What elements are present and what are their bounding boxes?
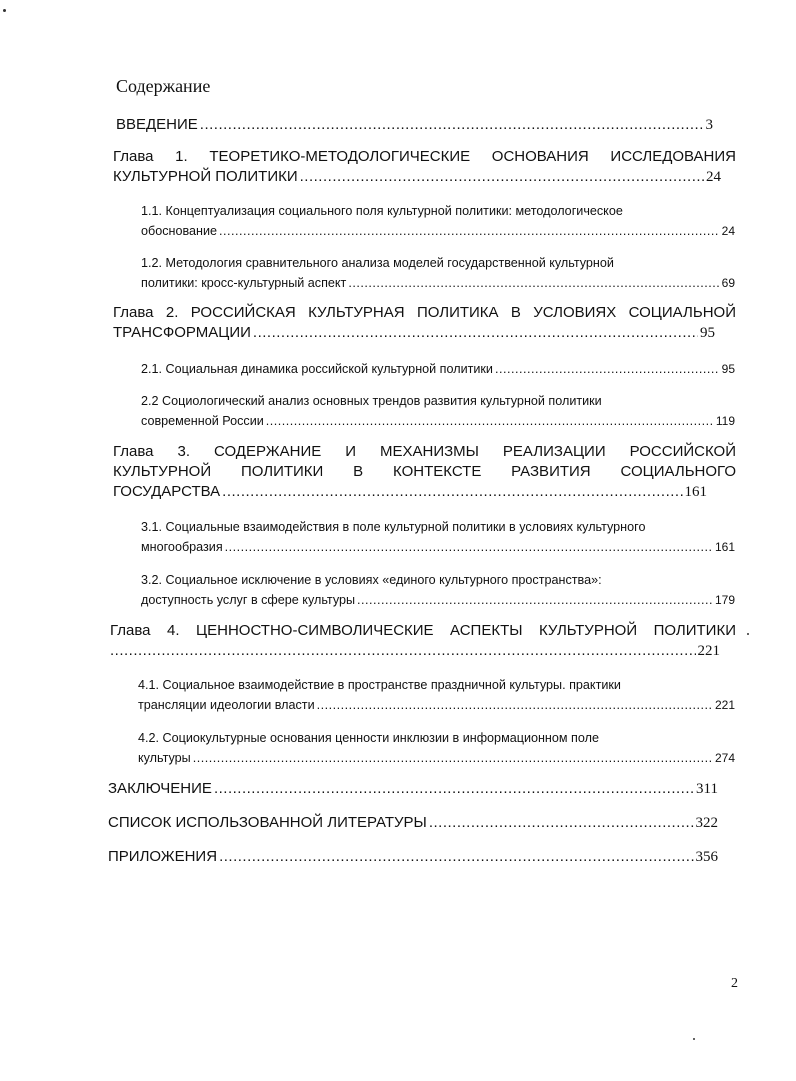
page-title: Содержание — [116, 76, 211, 96]
toc-page-number: 221 — [697, 643, 720, 659]
toc-entry-appendix — [108, 847, 718, 867]
toc-entry-text: 4.1. Социальное взаимодействие в пространстве праздничной культуры. практики — [138, 678, 621, 692]
toc-page-number: 3 — [705, 117, 713, 133]
toc-entry-introduction — [116, 115, 713, 135]
toc-entry-text: ГОСУДАРСТВА — [113, 483, 221, 500]
toc-page-number: 24 — [721, 224, 735, 238]
toc-entry-text: 3.2. Социальное исключение в условиях «единого культурного пространства»: — [141, 573, 602, 587]
toc-entry-text: современной России — [141, 414, 264, 428]
toc-chapter-3 — [113, 442, 736, 502]
toc-section-1-1 — [141, 201, 735, 241]
toc-entry-text: ПРИЛОЖЕНИЯ — [108, 848, 218, 865]
scan-speck — [693, 1038, 695, 1040]
toc-page-number: 322 — [695, 815, 718, 831]
toc-entry-text: ТРАНСФОРМАЦИИ — [113, 324, 251, 341]
toc-entry-text: обоснование — [141, 224, 218, 238]
toc-page-number: 221 — [714, 698, 735, 712]
toc-section-3-2 — [141, 570, 735, 610]
toc-section-2-2 — [141, 391, 735, 431]
toc-page-number: 69 — [721, 276, 735, 290]
toc-page-number: 95 — [700, 325, 715, 341]
scan-speck — [747, 633, 749, 635]
toc-section-2-1 — [141, 359, 735, 379]
toc-entry-text: 2.1. Социальная динамика российской культурной политики — [141, 362, 493, 376]
toc-chapter-2 — [113, 303, 736, 343]
toc-page-number: 119 — [715, 414, 735, 428]
toc-entry-text: СПИСОК ИСПОЛЬЗОВАННОЙ ЛИТЕРАТУРЫ — [108, 814, 427, 831]
toc-entry-text: многообразия — [141, 540, 223, 554]
toc-section-4-1 — [138, 675, 735, 715]
toc-entry-text: доступность услуг в сфере культуры — [141, 593, 356, 607]
toc-page-number: 311 — [696, 781, 718, 797]
toc-entry-text: Глава 3. СОДЕРЖАНИЕ И МЕХАНИЗМЫ РЕАЛИЗАЦИИ РОССИЙСКОЙ — [113, 443, 736, 460]
toc-page-number: 161 — [684, 484, 707, 500]
toc-chapter-4 — [110, 621, 736, 661]
toc-page-number: 274 — [714, 751, 735, 765]
toc-entry-text: КУЛЬТУРНОЙ ПОЛИТИКИ — [113, 168, 298, 185]
toc-entry-text: 1.1. Концептуализация социального поля культурной политики: методологическое — [141, 204, 623, 218]
toc-page-number: 356 — [695, 849, 718, 865]
toc-entry-text: Глава 2. РОССИЙСКАЯ КУЛЬТУРНАЯ ПОЛИТИКА В УСЛОВИЯХ СОЦИАЛЬНОЙ — [113, 304, 736, 321]
toc-entry-text: 1.2. Методология сравнительного анализа моделей государственной культурной — [141, 256, 614, 270]
toc-entry-text: ЗАКЛЮЧЕНИЕ — [108, 780, 212, 797]
toc-page-number: 24 — [706, 169, 721, 185]
toc-page-number: 179 — [714, 593, 735, 607]
toc-entry-text: КУЛЬТУРНОЙ ПОЛИТИКИ В КОНТЕКСТЕ РАЗВИТИЯ СОЦИАЛЬНОГО — [113, 463, 736, 480]
toc-entry-text: культуры — [138, 751, 191, 765]
toc-section-3-1 — [141, 517, 735, 557]
toc-entry-text: трансляции идеологии власти — [138, 698, 315, 712]
toc-entry-conclusion — [108, 779, 718, 799]
toc-entry-text: ВВЕДЕНИЕ — [116, 116, 198, 133]
toc-entry-references — [108, 813, 718, 833]
toc-entry-text: Глава 1. ТЕОРЕТИКО-МЕТОДОЛОГИЧЕСКИЕ ОСНОВАНИЯ ИССЛЕДОВАНИЯ — [113, 148, 736, 165]
toc-entry-text: политики: кросс-культурный аспект — [141, 276, 347, 290]
toc-section-1-2 — [141, 253, 735, 293]
toc-entry-text: 3.1. Социальные взаимодействия в поле культурной политики в условиях культурного — [141, 520, 646, 534]
toc-page-number: 95 — [721, 362, 735, 376]
toc-entry-text: Глава 4. ЦЕННОСТНО-СИМВОЛИЧЕСКИЕ АСПЕКТЫ КУЛЬТУРНОЙ ПОЛИТИКИ — [110, 622, 736, 639]
toc-page-number: 161 — [714, 540, 735, 554]
toc-section-4-2 — [138, 728, 735, 768]
toc-entry-text: 2.2 Социологический анализ основных трендов развития культурной политики — [141, 394, 602, 408]
page-number: 2 — [731, 976, 738, 991]
toc-chapter-1 — [113, 147, 736, 187]
scan-speck — [3, 9, 6, 12]
toc-entry-text: 4.2. Социокультурные основания ценности инклюзии в информационном поле — [138, 731, 599, 745]
